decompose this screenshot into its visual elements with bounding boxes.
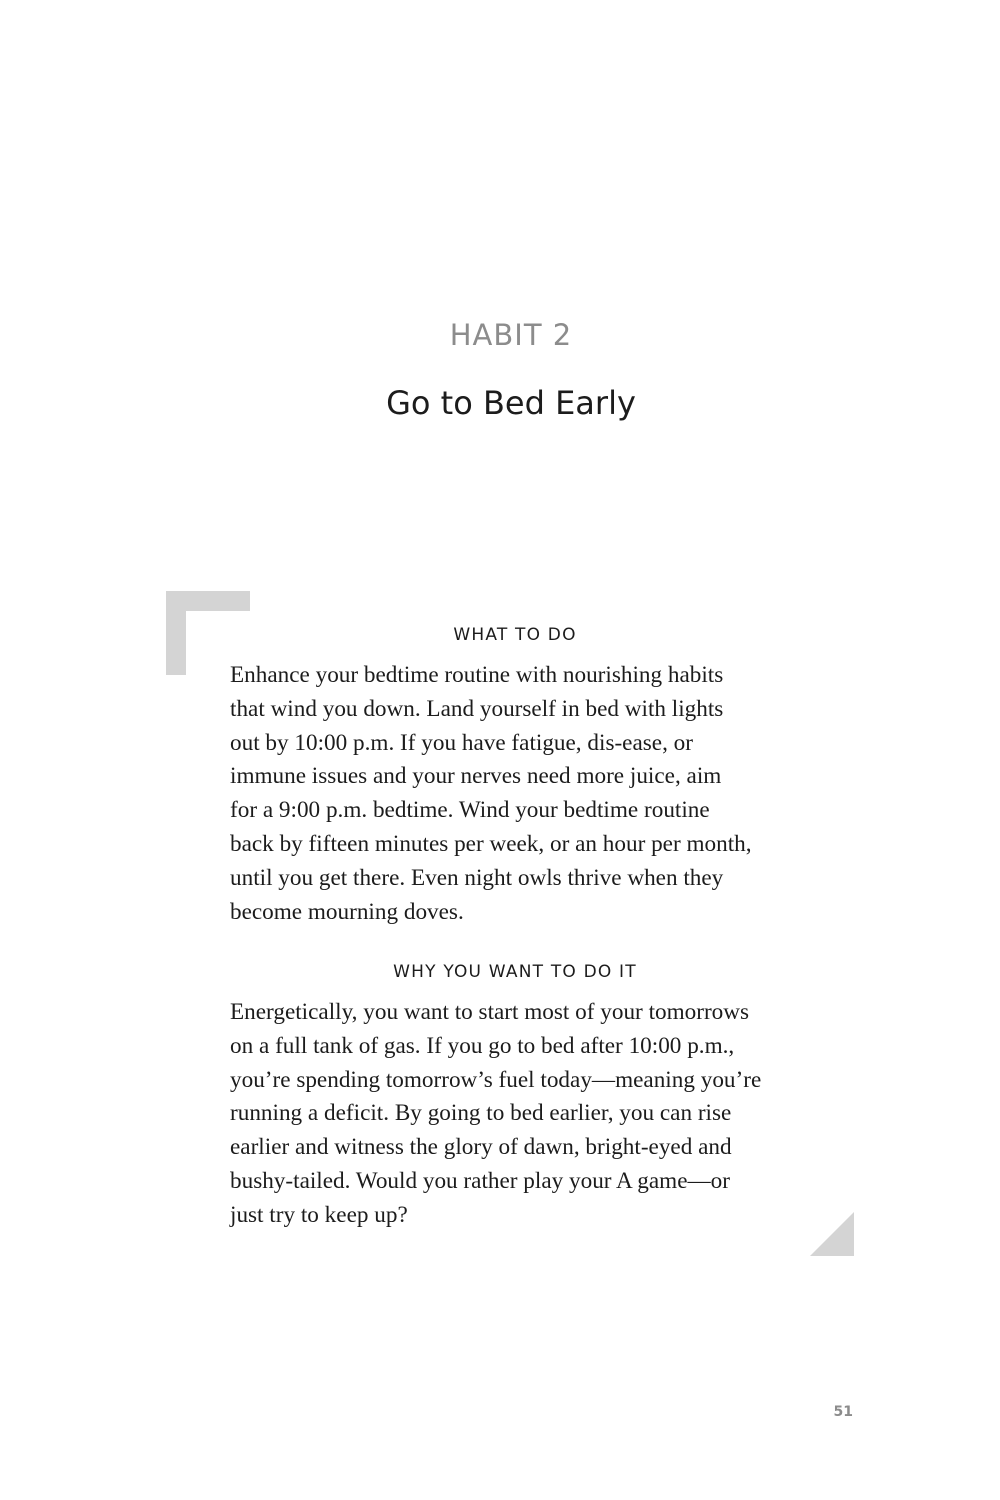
- paragraph-line: you’re spending tomorrow’s fuel today—meaning you’re: [230, 1066, 762, 1093]
- corner-bracket-vertical-bar: [166, 591, 186, 675]
- paragraph-line: back by fifteen minutes per week, or an hour per month,: [230, 830, 752, 857]
- paragraph-line: on a full tank of gas. If you go to bed after 10:00 p.m.,: [230, 1032, 735, 1059]
- why-to-do-it-paragraph: [230, 996, 800, 1233]
- why-to-do-it-section: [230, 962, 800, 1233]
- habit-number: HABIT 2: [449, 318, 573, 352]
- paragraph-line: just try to keep up?: [230, 1201, 408, 1228]
- page-title: Go to Bed Early: [386, 384, 636, 422]
- paragraph-line: running a deficit. By going to bed earlier, you can rise: [230, 1100, 732, 1127]
- paragraph-line: become mourning doves.: [230, 898, 464, 925]
- why-to-do-it-heading: WHY YOU WANT TO DO IT: [393, 962, 637, 982]
- paragraph-line: that wind you down. Land yourself in bed with lights: [230, 695, 724, 722]
- paragraph-line: immune issues and your nerves need more juice, aim: [230, 763, 722, 790]
- what-to-do-section: [230, 625, 800, 929]
- page-number: 51: [833, 1404, 853, 1420]
- what-to-do-paragraph: [230, 659, 800, 929]
- paragraph-line: for a 9:00 p.m. bedtime. Wind your bedtime routine: [230, 797, 710, 824]
- paragraph-line: Energetically, you want to start most of your tomorrows: [230, 999, 750, 1025]
- what-to-do-heading: WHAT TO DO: [453, 625, 577, 645]
- paragraph-line: out by 10:00 p.m. If you have fatigue, dis-ease, or: [230, 729, 693, 756]
- paragraph-line: earlier and witness the glory of dawn, bright-eyed and: [230, 1134, 732, 1161]
- corner-triangle-ornament: [810, 1212, 854, 1256]
- paragraph-line: Enhance your bedtime routine with nourishing habits: [230, 662, 724, 688]
- paragraph-line: until you get there. Even night owls thrive when they: [230, 864, 724, 891]
- paragraph-line: bushy-tailed. Would you rather play your A game—or: [230, 1167, 731, 1194]
